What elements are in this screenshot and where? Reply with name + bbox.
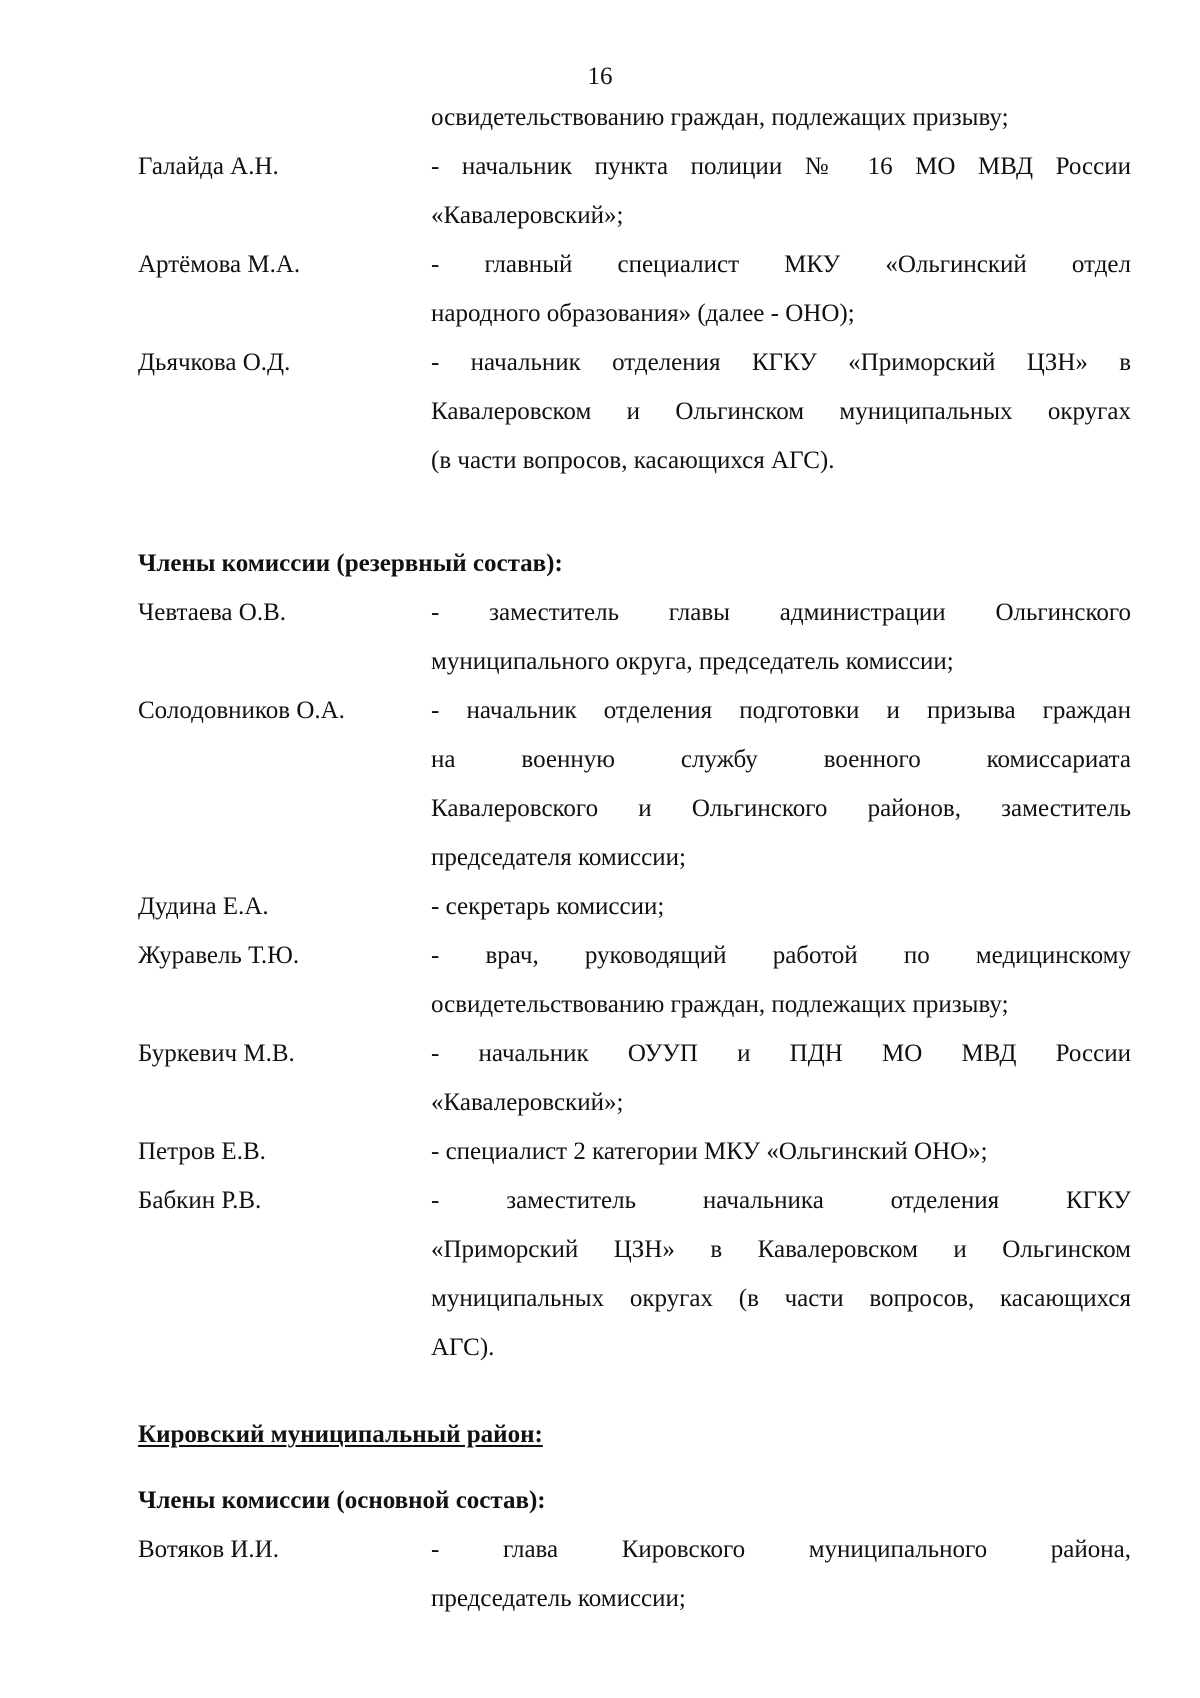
member-duty-line: освидетельствованию граждан, подлежащих призыву; [431,991,1009,1018]
member-duty-line: - глава Кировского муниципального района, [431,1536,1131,1563]
member-name: Журавель Т.Ю. [138,942,300,969]
member-duty-line: (в части вопросов, касающихся АГС). [431,447,835,474]
member-entry [0,1137,1200,1167]
member-name: Дьячкова О.Д. [138,349,291,376]
member-name: Дудина Е.А. [138,893,269,920]
member-name: Чевтаева О.В. [138,599,286,626]
member-duty-continuation [0,299,1200,329]
member-duty-line: председателя комиссии; [431,844,686,871]
member-duty-line: освидетельствованию граждан, подлежащих призыву; [431,104,1009,131]
member-duty-line: - секретарь комиссии; [431,893,665,920]
member-duty-continuation [0,1284,1200,1314]
section-heading: Члены комиссии (основной состав): [138,1487,546,1514]
member-entry [0,1186,1200,1216]
member-entry [0,152,1200,182]
member-duty-line: - начальник ОУУП и ПДН МО МВД России [431,1040,1131,1067]
member-duty-line: муниципального округа, председатель комиссии; [431,648,954,675]
member-duty-continuation [0,1584,1200,1614]
member-duty-continuation [0,745,1200,775]
member-entry [0,1039,1200,1069]
member-entry [0,250,1200,280]
member-entry [0,1535,1200,1565]
member-entry [0,598,1200,628]
member-duty-continuation [0,397,1200,427]
continuation-line [0,103,1200,133]
member-name: Буркевич М.В. [138,1040,295,1067]
member-name: Галайда А.Н. [138,153,279,180]
member-duty-line: - заместитель начальника отделения КГКУ [431,1187,1131,1214]
member-duty-continuation [0,1088,1200,1118]
member-name: Вотяков И.И. [138,1536,279,1563]
member-name: Солодовников О.А. [138,697,345,724]
member-duty-continuation [0,647,1200,677]
member-duty-line: Кавалеровского и Ольгинского районов, заместитель [431,795,1131,822]
member-duty-line: «Кавалеровский»; [431,1089,624,1116]
member-duty-line: - начальник отделения КГКУ «Приморский ЦЗН» в [431,349,1131,376]
member-duty-line: Кавалеровском и Ольгинском муниципальных округах [431,398,1131,425]
member-duty-line: - главный специалист МКУ «Ольгинский отдел [431,251,1131,278]
member-name: Артёмова М.А. [138,251,301,278]
member-duty-continuation [0,1235,1200,1265]
member-name: Петров Е.В. [138,1138,266,1165]
member-duty-line: на военную службу военного комиссариата [431,746,1131,773]
district-heading: Кировский муниципальный район: [138,1421,543,1448]
member-duty-line: муниципальных округах (в части вопросов, касающихся [431,1285,1131,1312]
member-duty-line: председатель комиссии; [431,1585,686,1612]
member-entry [0,348,1200,378]
member-duty-line: АГС). [431,1334,495,1361]
member-duty-line: - начальник пункта полиции № 16 МО МВД России [431,153,1131,180]
member-duty-continuation [0,843,1200,873]
page-number: 16 [587,63,613,90]
member-duty-line: «Кавалеровский»; [431,202,624,229]
member-duty-line: - начальник отделения подготовки и призыва граждан [431,697,1131,724]
member-entry [0,941,1200,971]
member-entry [0,696,1200,726]
member-duty-line: «Приморский ЦЗН» в Кавалеровском и Ольгинском [431,1236,1131,1263]
member-duty-line: - врач, руководящий работой по медицинскому [431,942,1131,969]
member-duty-line: - заместитель главы администрации Ольгинского [431,599,1131,626]
member-name: Бабкин Р.В. [138,1187,262,1214]
member-duty-line: - специалист 2 категории МКУ «Ольгинский ОНО»; [431,1138,988,1165]
member-duty-line: народного образования» (далее - ОНО); [431,300,855,327]
member-duty-continuation [0,1333,1200,1363]
member-duty-continuation [0,446,1200,476]
member-duty-continuation [0,201,1200,231]
member-duty-continuation [0,990,1200,1020]
section-heading: Члены комиссии (резервный состав): [138,550,563,577]
member-duty-continuation [0,794,1200,824]
member-entry [0,892,1200,922]
